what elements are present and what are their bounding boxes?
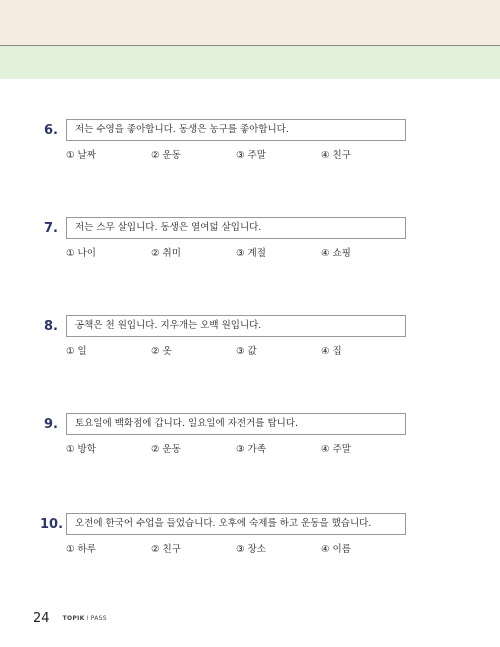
option-mark: ①	[66, 150, 75, 161]
question-number: 6.	[44, 123, 58, 138]
option-3[interactable]	[236, 443, 266, 457]
option-4[interactable]	[321, 543, 351, 557]
option-mark: ③	[236, 544, 245, 555]
section-band	[0, 46, 500, 79]
option-text: 친구	[332, 150, 351, 161]
option-text: 값	[247, 346, 257, 357]
option-mark: ②	[151, 444, 160, 455]
option-mark: ④	[321, 544, 330, 555]
option-mark: ①	[66, 346, 75, 357]
question-sentence-box: 오전에 한국어 수업을 들었습니다. 오후에 숙제를 하고 운동을 했습니다.	[66, 513, 406, 535]
option-text: 쇼핑	[332, 248, 351, 259]
brand-label	[63, 615, 107, 622]
option-text: 날짜	[77, 150, 96, 161]
option-1[interactable]	[66, 543, 96, 557]
option-2[interactable]	[151, 443, 181, 457]
question-sentence-box: 토요일에 백화점에 갑니다. 일요일에 자전거를 탑니다.	[66, 413, 406, 435]
option-mark: ②	[151, 150, 160, 161]
option-text: 주말	[247, 150, 266, 161]
header-band	[0, 0, 500, 46]
option-text: 계절	[247, 248, 266, 259]
option-mark: ①	[66, 444, 75, 455]
option-text: 장소	[247, 544, 266, 555]
option-mark: ②	[151, 248, 160, 259]
question-sentence-box: 저는 수영을 좋아합니다. 동생은 농구를 좋아합니다.	[66, 119, 406, 141]
question-sentence-box: 저는 스무 살입니다. 동생은 열여덟 살입니다.	[66, 217, 406, 239]
page-footer	[33, 608, 107, 624]
option-text: 옷	[162, 346, 172, 357]
option-1[interactable]	[66, 443, 96, 457]
options-row	[66, 247, 426, 261]
brand-rest: PASS	[90, 615, 107, 622]
brand-bold: TOPIK	[62, 615, 85, 622]
option-mark: ②	[151, 346, 160, 357]
option-text: 주말	[332, 444, 351, 455]
option-mark: ③	[236, 248, 245, 259]
option-mark: ④	[321, 346, 330, 357]
options-row	[66, 149, 426, 163]
question-number: 9.	[44, 417, 58, 432]
option-1[interactable]	[66, 345, 87, 359]
option-mark: ④	[321, 150, 330, 161]
option-1[interactable]	[66, 149, 96, 163]
option-text: 일	[77, 346, 87, 357]
option-1[interactable]	[66, 247, 96, 261]
option-2[interactable]	[151, 247, 181, 261]
option-text: 친구	[162, 544, 181, 555]
question-number: 7.	[44, 221, 58, 236]
option-text: 하루	[77, 544, 96, 555]
option-mark: ③	[236, 444, 245, 455]
options-row	[66, 543, 426, 557]
options-row	[66, 443, 426, 457]
option-mark: ④	[321, 248, 330, 259]
option-mark: ①	[66, 544, 75, 555]
option-3[interactable]	[236, 345, 257, 359]
option-3[interactable]	[236, 149, 266, 163]
option-mark: ①	[66, 248, 75, 259]
question-number: 10.	[40, 517, 64, 532]
option-4[interactable]	[321, 345, 342, 359]
option-2[interactable]	[151, 149, 181, 163]
option-text: 취미	[162, 248, 181, 259]
question-sentence-box: 공책은 천 원입니다. 지우개는 오백 원입니다.	[66, 315, 406, 337]
option-text: 가족	[247, 444, 266, 455]
option-mark: ③	[236, 346, 245, 357]
option-3[interactable]	[236, 247, 266, 261]
option-3[interactable]	[236, 543, 266, 557]
option-mark: ③	[236, 150, 245, 161]
options-row	[66, 345, 426, 359]
option-text: 집	[332, 346, 342, 357]
option-text: 방학	[77, 444, 96, 455]
option-2[interactable]	[151, 345, 172, 359]
option-text: 이름	[332, 544, 351, 555]
brand-separator: I	[86, 615, 89, 622]
option-4[interactable]	[321, 149, 351, 163]
option-4[interactable]	[321, 247, 351, 261]
option-text: 운동	[162, 444, 181, 455]
option-4[interactable]	[321, 443, 351, 457]
option-2[interactable]	[151, 543, 181, 557]
option-mark: ④	[321, 444, 330, 455]
question-number: 8.	[44, 319, 58, 334]
option-mark: ②	[151, 544, 160, 555]
page-number: 24	[33, 611, 50, 626]
option-text: 운동	[162, 150, 181, 161]
option-text: 나이	[77, 248, 96, 259]
